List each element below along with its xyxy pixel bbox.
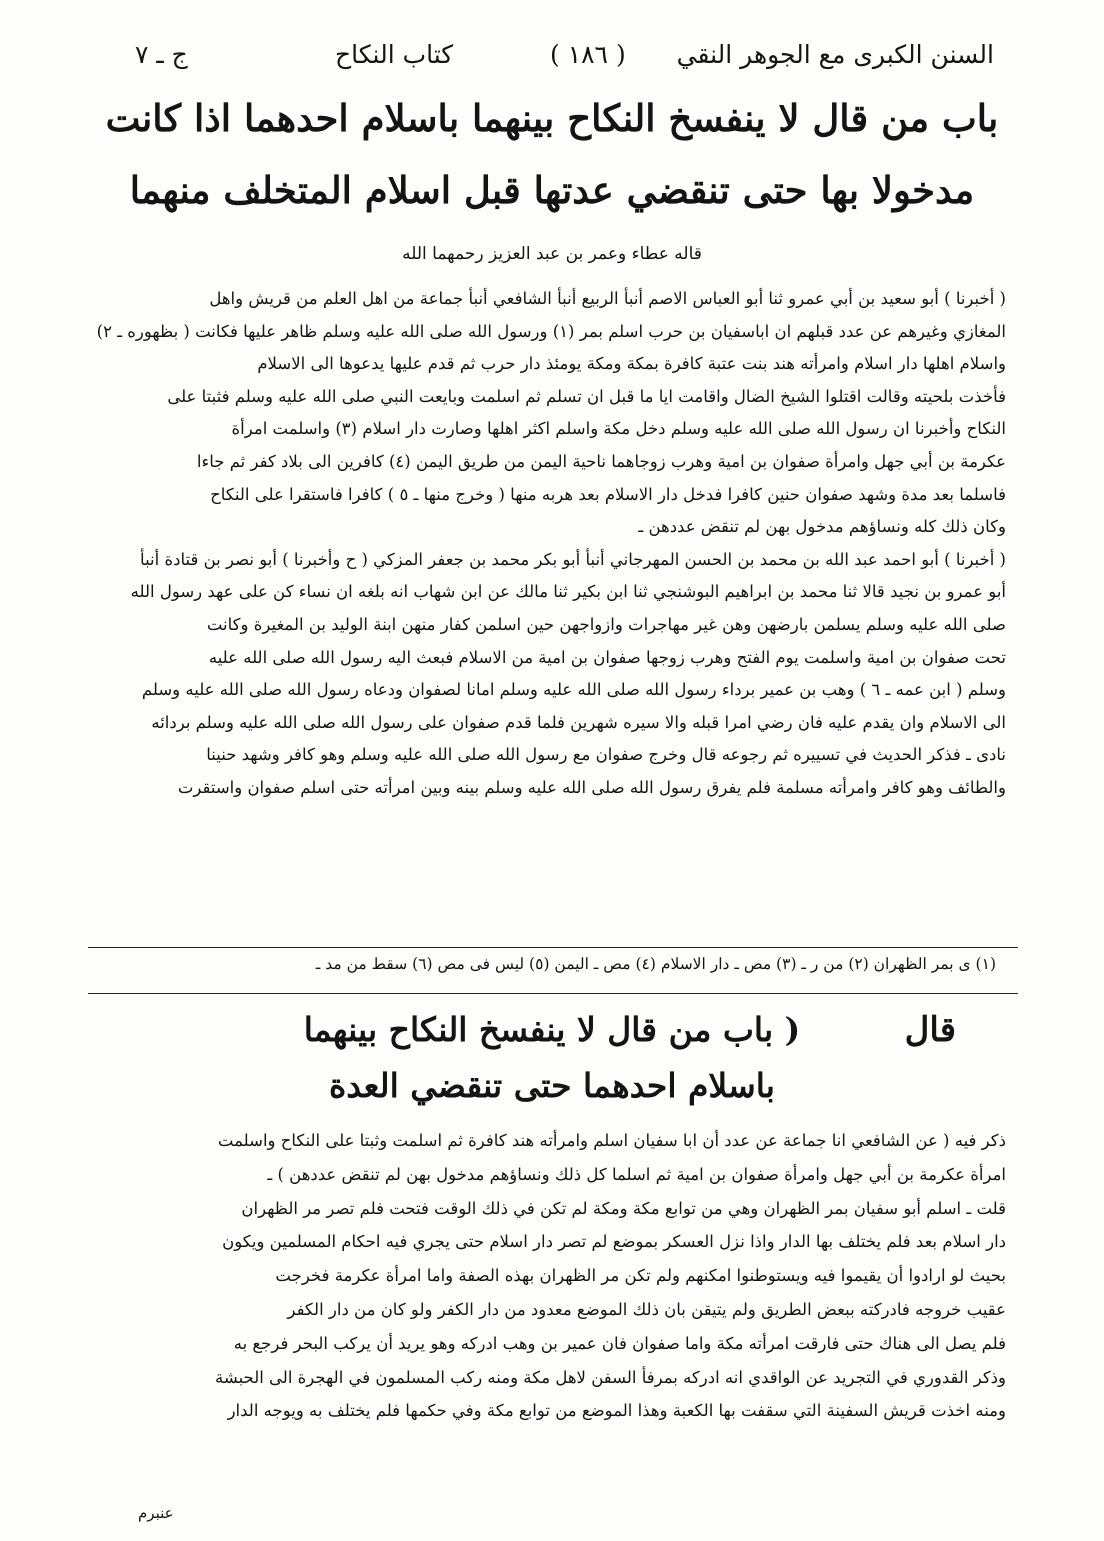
- text-line: أبو عمرو بن نجيد قالا ثنا محمد بن ابراهيم البوشنجي ثنا ابن بكير ثنا مالك عن ابن شهاب انه بلغه ان نساء كن على عهد رسول الله: [130, 582, 1006, 602]
- commentary-label: قال: [904, 1010, 956, 1050]
- book-title: السنن الكبرى مع الجوهر النقي: [676, 40, 994, 69]
- commentary-title-line-1: ( باب من قال لا ينفسخ النكاح بينهما: [303, 1010, 801, 1049]
- text-line: ذكر فيه ( عن الشافعي انا جماعة عن عدد أن ابا سفيان اسلم وامرأته هند كافرة ثم اسلمت وثبتا على النكاح واسلمت: [217, 1131, 1006, 1150]
- text-line: عكرمة بن أبي جهل وامرأة صفوان بن امية وهرب زوجاهما ناحية اليمن من طريق اليمن (٤) كافرين الى بلاد كفر ثم جاءا: [196, 451, 1006, 471]
- text-line: ( أخبرنا ) أبو احمد عبد الله بن محمد بن الحسن المهرجاني أنبأ أبو بكر محمد بن جعفر المزكي ( ح وأخبرنا ) أبو نصر بن قتادة أنبأ: [140, 549, 1006, 569]
- text-line: قلت ـ اسلم أبو سفيان بمر الظهران وهي من توابع مكة ومكة لم تكن في ذلك الوقت فتحت فلم تصر مر الظهران: [241, 1198, 1006, 1218]
- volume-number: ج ـ ٧: [135, 40, 188, 69]
- text-line: الى الاسلام وان يقدم عليه فان رضي امرا قبله والا سيره شهرين فلما قدم صفوان على رسول الله صلى الله عليه وسلم بردائه: [151, 712, 1006, 732]
- page-header: [90, 40, 994, 80]
- text-line: وذكر القدوري في التجريد عن الواقدي انه ادركه بمرفأ السفن لاهل مكة ومنه ركب المسلمون في الهجرة الى الحبشة: [215, 1367, 1006, 1387]
- commentary-text: [100, 1124, 1006, 1428]
- footnote-divider: [88, 947, 1018, 948]
- catchword: عنبرم: [138, 1504, 174, 1522]
- text-line: واسلام اهلها دار اسلام وامرأته هند بنت عتبة كافرة بمكة ومكة يومئذ دار حرب ثم قدم عليها يدعوها الى الاسلام: [257, 354, 1006, 374]
- text-line: عقيب خروجه فادركته ببعض الطريق ولم يتيقن بان ذلك الموضع معدود من دار الكفر ولو كان من دار الكفر: [287, 1299, 1006, 1319]
- section-title-line-1: باب من قال لا ينفسخ النكاح بينهما باسلام احدهما اذا كانت: [105, 96, 999, 140]
- page-number: ( ١٨٦ ): [550, 40, 626, 69]
- text-line: نادى ـ فذكر الحديث في تسييره ثم رجوعه قال وخرج صفوان مع رسول الله صلى الله عليه وسلم وهو كافر وشهد حنينا: [206, 745, 1006, 765]
- section-divider: [88, 993, 1018, 994]
- text-line: صلى الله عليه وسلم يسلمن بارضهن وهن غير مهاجرات وازواجهن حين اسلمن كفار منهن ابنة الوليد بن المغيرة وكانت: [206, 614, 1006, 634]
- section-subtitle: قاله عطاء وعمر بن عبد العزيز رحمهما الله: [402, 244, 702, 264]
- text-line: وكان ذلك كله ونساؤهم مدخول بهن لم تنقض عددهن ـ: [638, 517, 1006, 537]
- text-line: ( أخبرنا ) أبو سعيد بن أبي عمرو ثنا أبو العباس الاصم أنبأ الربيع أنبأ الشافعي أنبأ جماعة من اهل العلم من قريش واهل: [209, 289, 1006, 308]
- main-text: [96, 283, 1006, 805]
- text-line: امرأة عكرمة بن أبي جهل وامرأة صفوان بن امية ثم اسلما كل ذلك ونساؤهم مدخول بهن لم تنقض عددهن ) ـ: [267, 1164, 1006, 1184]
- text-line: وسلم ( ابن عمه ـ ٦ ) وهب بن عمير برداء رسول الله صلى الله عليه وسلم امانا لصفوان ودعاه رسول الله صلى الله عليه وسلم: [141, 680, 1006, 700]
- text-line: النكاح وأخبرنا ان رسول الله صلى الله عليه وسلم دخل مكة واسلم اكثر اهلها وصارت دار اسلام (٣) واسلمت امرأة: [231, 419, 1006, 439]
- section-title-line-2: مدخولا بها حتى تنقضي عدتها قبل اسلام المتخلف منهما: [129, 168, 975, 212]
- text-line: ومنه اخذت قريش السفينة التي سقفت بها الكعبة وهذا الموضع من توابع مكة وفي حكمها فلم يختلف به ويوجه الدار: [227, 1401, 1006, 1421]
- text-line: المغازي وغيرهم عن عدد قبلهم ان اباسفيان بن حرب اسلم بمر (١) ورسول الله صلى الله عليه وسلم ظاهر عليها فكانت ( بظهوره ـ ٢): [96, 321, 1006, 341]
- commentary-title-line-2: باسلام احدهما حتى تنقضي العدة: [329, 1066, 775, 1105]
- footnote: (١) ى بمر الظهران (٢) من ر ـ (٣) مص ـ دار الاسلام (٤) مص ـ اليمن (٥) ليس فى مص (٦) سقط من مد ـ: [315, 955, 996, 973]
- text-line: فأخذت بلحيته وقالت اقتلوا الشيخ الضال واقامت ايا ما قبل ان تسلم ثم اسلمت وبايعت النبي صلى الله عليه وسلم فثبتا على: [167, 386, 1006, 406]
- text-line: فلم يصل الى هناك حتى فارقت امرأته مكة واما صفوان فان عمير بن وهب ادركه وهو يريد أن يركب البحر فرجع به: [233, 1333, 1006, 1353]
- text-line: دار اسلام بعد فلم يختلف بها الدار واذا نزل العسكر بموضع لم تصر دار اسلام حتى يجري فيه احكام المسلمين ويكون: [222, 1232, 1006, 1252]
- text-line: فاسلما بعد مدة وشهد صفوان حنين كافرا فدخل دار الاسلام بعد هربه منها ( وخرج منها ـ ٥ ) كافرا فاستقرا على النكاح: [210, 484, 1006, 504]
- text-line: بحيث لو ارادوا أن يقيموا فيه ويستوطنوا امكنهم ولم تكن مر الظهران بهذه الصفة واما امرأة عكرمة فخرجت: [275, 1266, 1006, 1286]
- chapter-title: كتاب النكاح: [335, 40, 454, 69]
- text-line: والطائف وهو كافر وامرأته مسلمة فلم يفرق رسول الله صلى الله عليه وسلم بينه وبين امرأته حتى اسلم صفوان واستقرت: [177, 777, 1006, 797]
- text-line: تحت صفوان بن امية واسلمت يوم الفتح وهرب زوجها صفوان بن امية من الاسلام فبعث اليه رسول الله صلى الله عليه: [208, 647, 1006, 667]
